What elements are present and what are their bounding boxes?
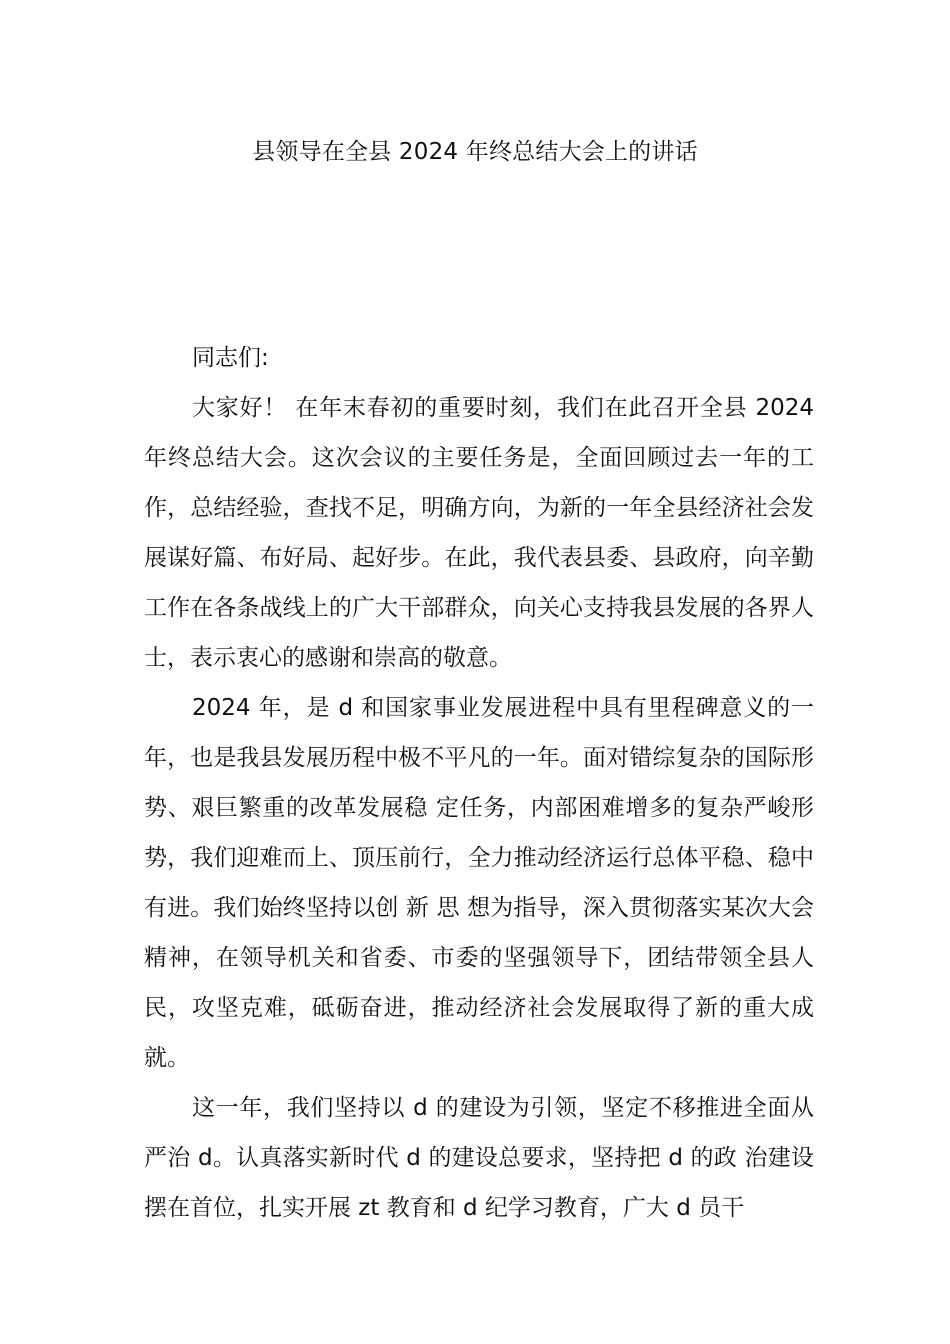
paragraph-2: 2024 年，是 d 和国家事业发展进程中具有里程碑意义的一年，也是我县发展历程中极不平凡的一年。面对错综复杂的国际形势、艰巨繁重的改革发展稳 定任务，内部困难增多的复杂严峻形势，我们迎难而上、顶压前行，全力推动经济运行总体平稳、稳中有进。我们始终坚持以创 新 思 想为指导，深入贯彻落实某次大会精神，在领导机关和省委、市委的坚强领导下，团结带领全县人民，攻坚克难，砥砺奋进，推动经济社会发展取得了新的重大成就。 <box>144 695 814 1071</box>
paragraph-3: 这一年，我们坚持以 d 的建设为引领，坚定不移推进全面从严治 d。认真落实新时代 d 的建设总要求，坚持把 d 的政 治建设摆在首位，扎实开展 zt 教育和 d 纪学习教育，广大 d 员干 <box>144 1095 814 1221</box>
paragraph-1: 大家好！ 在年末春初的重要时刻，我们在此召开全县 2024 年终总结大会。这次会议的主要任务是，全面回顾过去一年的工作，总结经验，查找不足，明确方向，为新的一年全县经济社会发展谋好篇、布好局、起好步。在此，我代表县委、县政府，向辛勤工作在各条战线上的广大干部群众，向关心支持我县发展的各界人士，表示衷心的感谢和崇高的敬意。 <box>144 395 814 671</box>
salutation: 同志们: <box>192 345 269 371</box>
document-title: 县领导在全县 2024 年终总结大会上的讲话 <box>252 139 698 165</box>
document-body <box>144 333 814 1233</box>
